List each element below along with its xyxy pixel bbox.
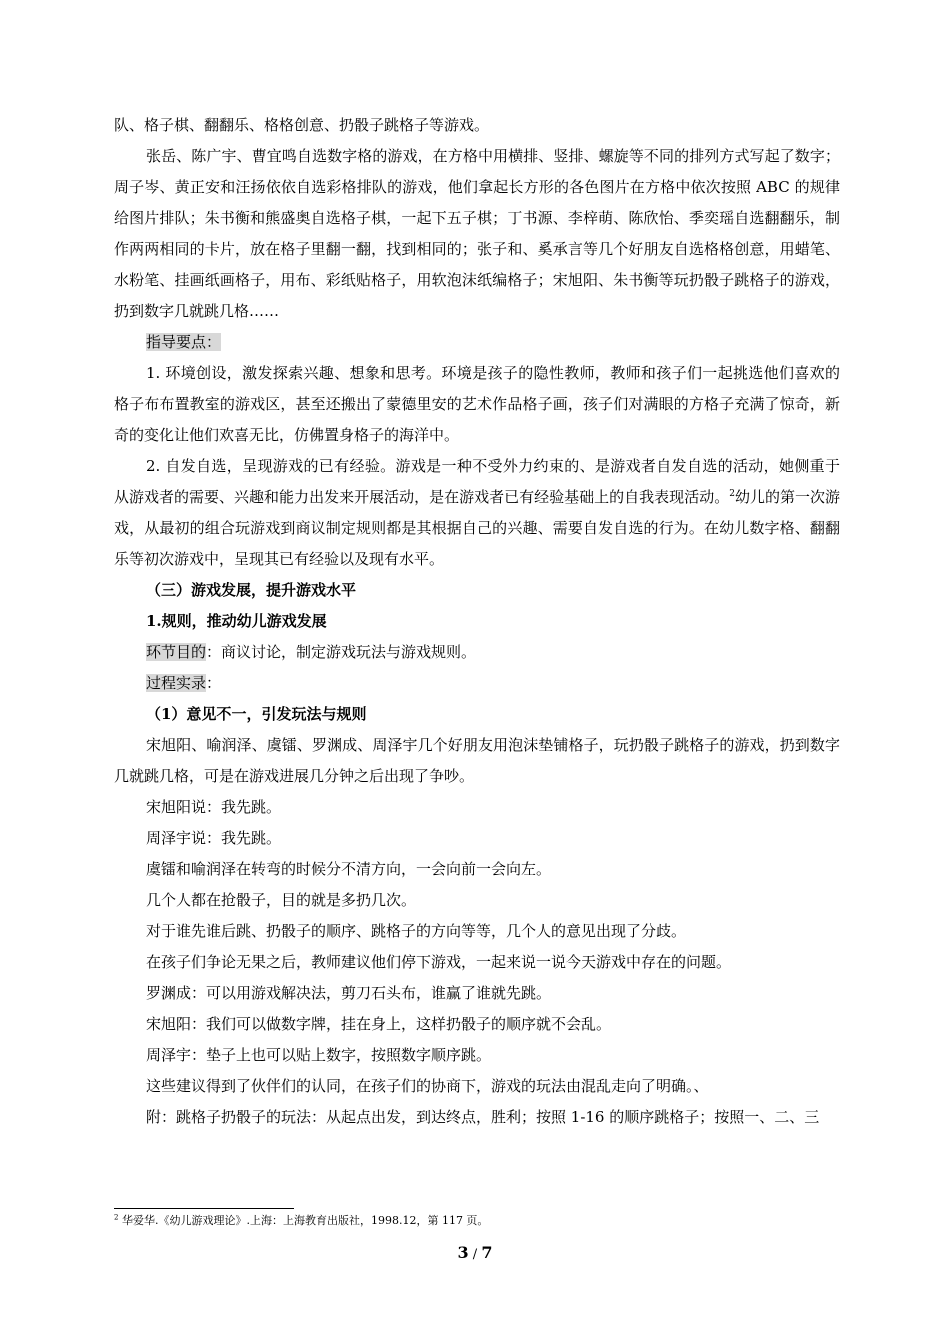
record-label: 过程实录 — [146, 674, 207, 692]
guidance-heading — [114, 327, 840, 358]
guidance-2-text-a: 2. 自发自选，呈现游戏的已有经验。游戏是一种不受外力约束的、是游戏者自发自选的活动，她侧重于从游戏者的需要、兴趣和能力出发来开展活动，是在游戏者已有经验基础上的自我表现活动。 — [114, 457, 840, 506]
dialogue-line: 在孩子们争论无果之后，教师建议他们停下游戏，一起来说一说今天游戏中存在的问题。 — [146, 953, 732, 971]
paragraph-guidance-1: 1. 环境创设，激发探索兴趣、想象和思考。环境是孩子的隐性教师，教师和孩子们一起挑选他们喜欢的格子布布置教室的游戏区，甚至还搬出了蒙德里安的艺术作品格子画，孩子们对满眼的方格子充满了惊奇，新奇的变化让他们欢喜无比，仿佛置身格子的海洋中。 — [114, 364, 840, 444]
paragraph-game-dispute: 宋旭阳、喻润泽、虞镭、罗渊成、周泽宇几个好朋友用泡沫垫铺格子，玩扔骰子跳格子的游戏，扔到数字几就跳几格，可是在游戏进展几分钟之后出现了争吵。 — [114, 736, 840, 785]
dialogue-line: 对于谁先谁后跳、扔骰子的顺序、跳格子的方向等等，几个人的意见出现了分歧。 — [146, 922, 687, 940]
page-total: 7 — [481, 1243, 493, 1262]
subsection-heading: 1.规则，推动幼儿游戏发展 — [146, 612, 327, 630]
record-colon: ： — [206, 674, 222, 692]
dialogue-line: 宋旭阳说：我先跳。 — [146, 798, 282, 816]
dialogue-line: 虞镭和喻润泽在转弯的时候分不清方向，一会向前一会向左。 — [146, 860, 552, 878]
record-line — [114, 668, 840, 699]
footnote-divider — [114, 1208, 294, 1209]
footnote-ref: 2 — [729, 489, 735, 499]
appendix-line: 附：跳格子扔骰子的玩法：从起点出发，到达终点，胜利；按照 1-16 的顺序跳格子；按照一、二、三 — [146, 1108, 820, 1126]
dialogue-line: 几个人都在抢骰子，目的就是多扔几次。 — [146, 891, 417, 909]
dialogue-line: 宋旭阳：我们可以做数字牌，挂在身上，这样扔骰子的顺序就不会乱。 — [146, 1015, 612, 1033]
dialogue-line: 周泽宇说：我先跳。 — [146, 829, 282, 847]
page-current: 3 — [457, 1243, 469, 1262]
guidance-2-text-b: 幼儿的第一次游戏，从最初的组合玩游戏到商议制定规则都是其根据自己的兴趣、需要自发自选的行为。在幼儿数字格、翻翻乐等初次游戏中，呈现其已有经验以及现有水平。 — [114, 488, 840, 568]
purpose-label: 环节目的 — [146, 643, 207, 661]
guidance-label: 指导要点： — [146, 333, 222, 351]
paragraph-continued: 队、格子棋、翻翻乐、格格创意、扔骰子跳格子等游戏。 — [114, 116, 490, 134]
footnote-mark: 2 — [114, 1213, 119, 1222]
item-heading: （1）意见不一，引发玩法与规则 — [146, 705, 367, 723]
document-body — [114, 110, 840, 1133]
paragraph-guidance-2 — [114, 451, 840, 575]
purpose-line — [114, 637, 840, 668]
footnote — [114, 1213, 488, 1229]
dialogue-line: 这些建议得到了伙伴们的认同，在孩子们的协商下，游戏的玩法由混乱走向了明确。、 — [146, 1077, 709, 1095]
paragraph-game-choices: 张岳、陈广宇、曹宜鸣自选数字格的游戏，在方格中用横排、竖排、螺旋等不同的排列方式写起了数字；周子岑、黄正安和汪扬依依自选彩格排队的游戏，他们拿起长方形的各色图片在方格中依次按照 ABC 的规律给图片排队；朱书衡和熊盛奥自选格子棋，一起下五子棋；丁书源、李梓萌、陈欣怡、季奕瑶自选翻翻乐，制作两两相同的卡片，放在格子里翻一翻，找到相同的；张子和、奚承言等几个好朋友自选格格创意，用蜡笔、水粉笔、挂画纸画格子，用布、彩纸贴格子，用软泡沫纸编格子；宋旭阳、朱书衡等玩扔骰子跳格子的游戏，扔到数字几就跳几格…… — [114, 147, 840, 320]
page-separator: / — [468, 1247, 482, 1262]
dialogue-line: 罗渊成：可以用游戏解决法，剪刀石头布，谁赢了谁就先跳。 — [146, 984, 552, 1002]
footnote-text: 华爱华.《幼儿游戏理论》.上海：上海教育出版社，1998.12，第 117 页。 — [121, 1214, 489, 1227]
dialogue-line: 周泽宇：垫子上也可以贴上数字，按照数字顺序跳。 — [146, 1046, 492, 1064]
purpose-text: ：商议讨论，制定游戏玩法与游戏规则。 — [206, 643, 477, 661]
section-heading: （三）游戏发展，提升游戏水平 — [146, 581, 357, 599]
page-number — [0, 1243, 950, 1265]
